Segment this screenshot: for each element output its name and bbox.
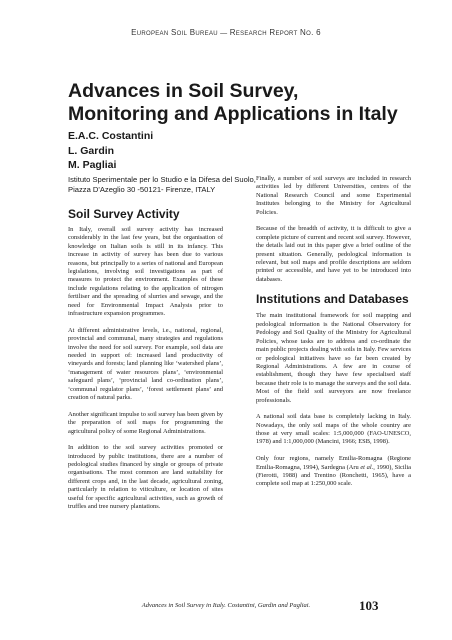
affiliation-line: Istituto Sperimentale per lo Studio e la Difesa del Suolo, <box>68 175 256 184</box>
paragraph: The main institutional framework for soil mapping and pedological information is the National Observatory for Pedology and Soil Quality of the Ministry for Agricultural Policies, whose tasks are to address and co-ordinate the main public projects dealing with soils in Italy. Few services or pedological initiatives have so far been created by Regional Administrations. A few are in course of establishment, though they have few specialised staff because their role is to manage the surveys and the soil data. Most of the field soil surveyors are now freelance professionals. <box>256 312 411 404</box>
text-run: , 1990), Sicilia (Fierotti, 1988) and Trentino (Ronchetti, 1965), have a complete soil map at 1:250,000 scale. <box>256 463 411 488</box>
paragraph <box>256 455 411 489</box>
text-run-italic: et al. <box>360 463 374 471</box>
paragraph: In Italy, overall soil survey activity has increased considerably in the last few years, but the organisation of knowledge on Italian soils is still in its infancy. This increase in activity of survey has been due to various reasons, but principally to a series of national and European legislations, involving soil investigations as part of measures to protect the environment. Examples of these include regulations relating to the application of nitrogen fertiliser and the spreading of slurries and sewage, and the need for Environmental Impact Analysis prior to infrastructure expansion programmes. <box>68 226 223 318</box>
section-heading-soil-survey: Soil Survey Activity <box>68 207 180 221</box>
author-list <box>68 129 153 173</box>
text-run: Only four regions, namely Emilia-Romagna (Regione Emilia-Romagna, 1994), Sardegna (Aru <box>256 455 411 471</box>
paragraph: A national soil data base is completely lacking in Italy. Nowadays, the only soil maps of the whole country are those at very small scales: 1:5,000,000 (FAO-UNESCO, 1978) and 1:1,000,000 (Mancini, 1966; ESB, 1998). <box>256 413 411 446</box>
paragraph: Finally, a number of soil surveys are included in research activities led by different Universities, centres of the National Research Council and some Experimental Institutes belonging to the Ministry for Agricultural Policies. <box>256 175 411 216</box>
header-org: European Soil Bureau <box>131 28 218 37</box>
author-name: L. Gardin <box>68 144 115 157</box>
footer-citation: Advances in Soil Survey in Italy. Costantini, Gardin and Pagliai. <box>141 602 311 609</box>
left-column <box>68 207 223 520</box>
paragraph: In addition to the soil survey activities promoted or introduced by public institutions, there are a number of pedological studies financed by single or groups of private organisations. The most common are land suitability for different crops and, in the last decade, agricultural zoning, particularly in relation to viticulture, or location of sites useful for specific agricultural activities, such as growth of truffles and tree nursery plantations. <box>68 444 223 511</box>
page-number: 103 <box>359 598 379 613</box>
author-name: M. Pagliai <box>68 159 117 171</box>
section-heading-institutions: Institutions and Databases <box>256 292 409 307</box>
paragraph: Because of the breadth of activity, it is difficult to give a complete picture of current and recent soil survey. However, the details laid out in this paper give a brief outline of the present situation. Generally, pedological information is relevant, but soil maps and profile descriptions are seldom printed or accessible, and have yet to be introduced into databases. <box>256 225 411 283</box>
paragraph: At different administrative levels, i.e., national, regional, provincial and communal, many strategies and regulations involve the need for soil survey. For example, soil data are needed in support of: increased land productivity of vineyards and forests; land planning like ‘watershed plans’, ‘management of water resources plans’, ‘environmental safeguard plans’, ‘provincial land co-ordination plans’, ‘communal regulator plans’, ‘forest settlement plans’ and creation of natural parks. <box>68 326 223 402</box>
affiliation-line: Piazza D'Azeglio 30 -50121- Firenze, ITALY <box>68 185 216 194</box>
running-header <box>0 28 452 37</box>
paper-title: Advances in Soil Survey, Monitoring and Applications in Italy <box>68 80 398 125</box>
paragraph: Another significant impulse to soil survey has been given by the preparation of soil maps for programming the agricultural policy of some Regional Administrations. <box>68 410 223 435</box>
header-separator: — <box>217 30 230 37</box>
right-column <box>256 175 411 497</box>
author-name: E.A.C. Costantini <box>68 130 154 142</box>
header-report: Research Report No. 6 <box>229 28 321 37</box>
